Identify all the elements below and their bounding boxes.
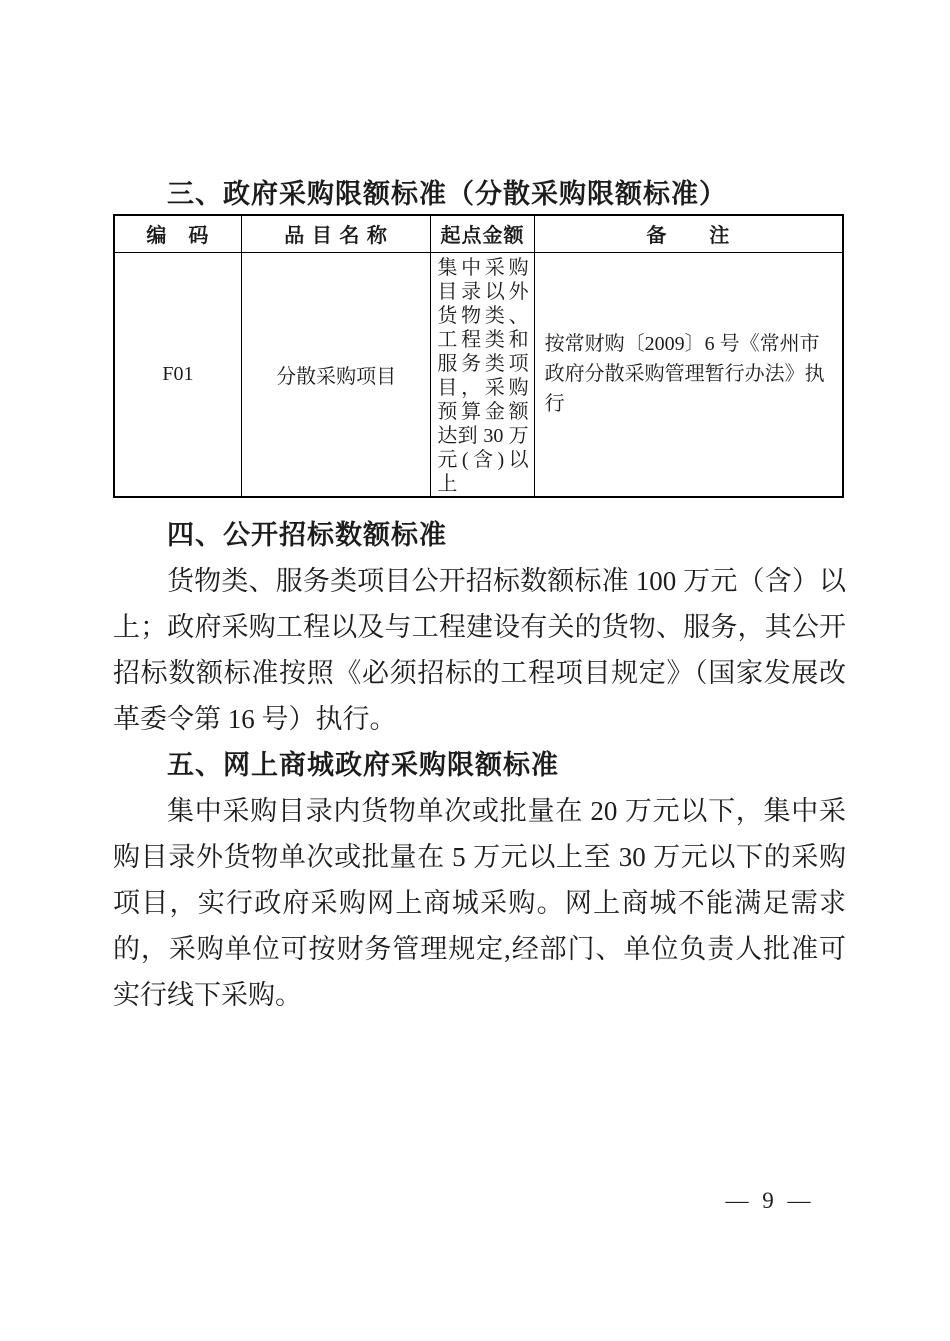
section-four-paragraph: 货物类、服务类项目公开招标数额标准 100 万元（含）以上；政府采购工程以及与工程建设有关的货物、服务，其公开招标数额标准按照《必须招标的工程项目规定》（国家发展改革委令第 16 号）执行。 xyxy=(113,565,846,734)
table-row xyxy=(114,252,843,497)
cell-threshold: 集中采购目录以外货物类、工程类和服务类项目，采购预算金额达到 30 万元(含)以上 xyxy=(431,252,534,497)
section-five-paragraph: 集中采购目录内货物单次或批量在 20 万元以下，集中采购目录外货物单次或批量在 5 万元以上至 30 万元以下的采购项目，实行政府采购网上商城采购。网上商城不能满足需求的，采购单位可按财务管理规定,经部门、单位负责人批准可实行线下采购。 xyxy=(113,795,846,1010)
section-five-heading: 五、网上商城政府采购限额标准 xyxy=(167,749,559,780)
header-item-name: 品 目 名 称 xyxy=(241,215,431,252)
limits-table xyxy=(113,214,844,498)
header-code: 编 码 xyxy=(114,215,241,252)
page-number: — 9 — xyxy=(725,1188,815,1213)
section-four-heading: 四、公开招标数额标准 xyxy=(167,519,447,550)
page-content xyxy=(113,174,846,1018)
cell-item-name: 分散采购项目 xyxy=(241,252,431,497)
section-three-heading: 三、政府采购限额标准（分散采购限额标准） xyxy=(167,179,727,209)
header-remark: 备 注 xyxy=(534,215,843,252)
cell-code: F01 xyxy=(114,252,241,497)
cell-remark: 按常财购〔2009〕6 号《常州市政府分散采购管理暂行办法》执行 xyxy=(534,252,843,497)
table-header-row xyxy=(114,215,843,252)
header-threshold: 起点金额 xyxy=(431,215,534,252)
